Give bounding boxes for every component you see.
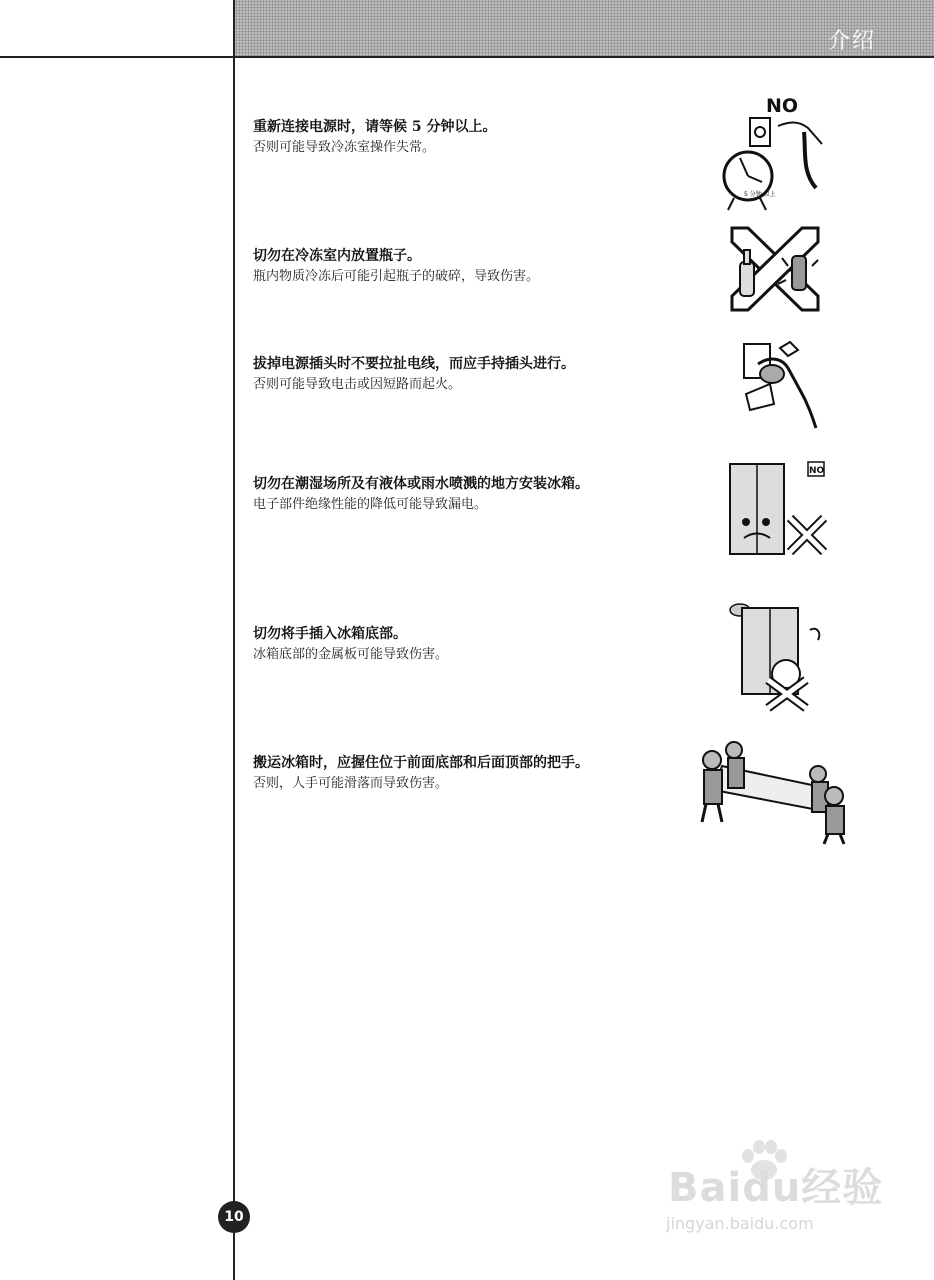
warning-item-bottles bbox=[253, 246, 683, 288]
warning-item-hands-bottom bbox=[253, 624, 683, 666]
warning-item-reconnect bbox=[253, 117, 683, 159]
header-divider bbox=[0, 56, 934, 58]
hand-unplugging-icon bbox=[740, 334, 826, 430]
watermark-url: jingyan.baidu.com bbox=[666, 1214, 814, 1233]
section-title: 介绍 bbox=[827, 29, 876, 54]
header-band bbox=[235, 0, 934, 56]
wet-refrigerator-icon bbox=[720, 452, 838, 558]
margin-divider bbox=[233, 0, 235, 1280]
warning-body: 瓶内物质冷冻后可能引起瓶子的破碎，导致伤害。 bbox=[253, 269, 540, 284]
warning-body: 冰箱底部的金属板可能导致伤害。 bbox=[253, 647, 449, 662]
warning-heading: 搬运冰箱时，应握住位于前面底部和后面顶部的把手。 bbox=[253, 755, 589, 771]
watermark bbox=[648, 1140, 888, 1240]
warning-heading: 重新连接电源时，请等候 5 分钟以上。 bbox=[253, 119, 497, 135]
no-label: NO bbox=[766, 95, 799, 117]
unplugged-clock-icon bbox=[718, 92, 834, 214]
warning-heading: 切勿在潮湿场所及有液体或雨水喷溅的地方安装冰箱。 bbox=[253, 476, 589, 492]
carrying-fridge-icon bbox=[694, 740, 858, 846]
warning-heading: 拔掉电源插头时不要拉扯电线，而应手持插头进行。 bbox=[253, 356, 575, 372]
hand-under-fridge-icon bbox=[726, 600, 832, 712]
warning-item-wet bbox=[253, 474, 683, 516]
page-number: 10 bbox=[218, 1201, 250, 1233]
no-label: NO bbox=[809, 466, 825, 476]
watermark-logo: Baidu经验 bbox=[668, 1165, 884, 1211]
warning-body: 否则可能导致冷冻室操作失常。 bbox=[253, 140, 436, 155]
warning-body: 否则可能导致电击或因短路而起火。 bbox=[253, 377, 462, 392]
warning-heading: 切勿将手插入冰箱底部。 bbox=[253, 626, 407, 642]
warning-item-carrying bbox=[253, 753, 683, 795]
warning-body: 电子部件绝缘性能的降低可能导致漏电。 bbox=[253, 497, 488, 512]
no-bottles-icon bbox=[722, 222, 828, 314]
warning-heading: 切勿在冷冻室内放置瓶子。 bbox=[253, 248, 421, 264]
warning-item-unplug bbox=[253, 354, 683, 396]
warning-body: 否则，人手可能滑落而导致伤害。 bbox=[253, 776, 449, 791]
clock-label: 5 分钟 以上 bbox=[744, 191, 776, 198]
